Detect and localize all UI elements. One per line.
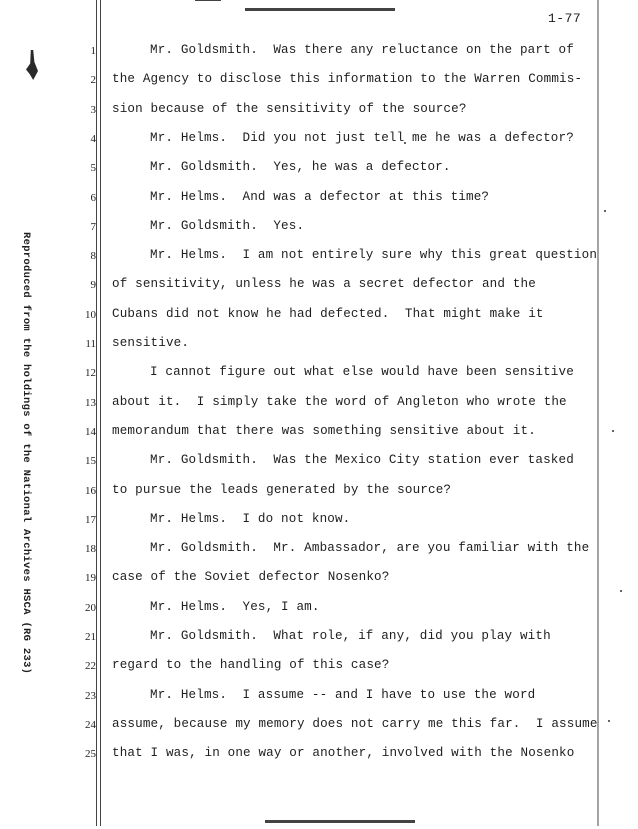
line-number: 19 bbox=[85, 572, 96, 584]
transcript-line: Cubans did not know he had defected. That might make it bbox=[112, 307, 544, 321]
footer-classification-stamp bbox=[265, 820, 415, 829]
transcript-line: regard to the handling of this case? bbox=[112, 658, 390, 672]
speck bbox=[612, 430, 614, 432]
line-number: 8 bbox=[90, 250, 96, 262]
transcript-line: assume, because my memory does not carry me this far. I assume bbox=[112, 717, 598, 731]
transcript-line: the Agency to disclose this information to the Warren Commis- bbox=[112, 72, 583, 86]
speck bbox=[620, 590, 622, 592]
line-number: 4 bbox=[90, 133, 96, 145]
line-number: 10 bbox=[85, 309, 96, 321]
archive-stamp: Reproduced from the holdings of the National Archives HSCA (RG 233) bbox=[20, 232, 32, 675]
line-number: 3 bbox=[90, 104, 96, 116]
line-number: 20 bbox=[85, 602, 96, 614]
transcript-line: about it. I simply take the word of Angleton who wrote the bbox=[112, 395, 567, 409]
line-number: 14 bbox=[85, 426, 96, 438]
transcript-line: case of the Soviet defector Nosenko? bbox=[112, 570, 390, 584]
transcript-line: Mr. Goldsmith. Yes. bbox=[150, 219, 305, 233]
line-number: 23 bbox=[85, 690, 96, 702]
transcript-line: Mr. Helms. I assume -- and I have to use the word bbox=[150, 688, 536, 702]
line-number: 1 bbox=[90, 45, 96, 57]
right-margin-rule bbox=[597, 0, 599, 826]
transcript-line: Mr. Helms. I am not entirely sure why this great question bbox=[150, 248, 598, 262]
line-number: 7 bbox=[90, 221, 96, 233]
transcript-line: Mr. Goldsmith. Was there any reluctance on the part of bbox=[150, 43, 574, 57]
transcript-line: I cannot figure out what else would have been sensitive bbox=[150, 365, 574, 379]
line-number: 21 bbox=[85, 631, 96, 643]
header-classification-stamp bbox=[245, 0, 395, 11]
transcript-line: of sensitivity, unless he was a secret defector and the bbox=[112, 277, 536, 291]
transcript-line: memorandum that there was something sensitive about it. bbox=[112, 424, 536, 438]
transcript-line: Mr. Goldsmith. What role, if any, did you play with bbox=[150, 629, 551, 643]
transcript-line: sensitive. bbox=[112, 336, 190, 350]
line-number: 5 bbox=[90, 162, 96, 174]
transcript-line: to pursue the leads generated by the source? bbox=[112, 483, 452, 497]
line-number: 2 bbox=[90, 74, 96, 86]
line-number: 24 bbox=[85, 719, 96, 731]
transcript-line: Mr. Helms. And was a defector at this time? bbox=[150, 190, 490, 204]
transcript-line: sion because of the sensitivity of the source? bbox=[112, 102, 467, 116]
line-number: 18 bbox=[85, 543, 96, 555]
line-number: 17 bbox=[85, 514, 96, 526]
margin-smudge bbox=[26, 50, 38, 80]
page-number: 1-77 bbox=[548, 11, 582, 26]
left-margin-rule-inner bbox=[100, 0, 101, 826]
line-number: 22 bbox=[85, 660, 96, 672]
transcript-line: Mr. Helms. Did you not just tell me he was a defector? bbox=[150, 131, 574, 145]
line-number: 12 bbox=[85, 367, 96, 379]
transcript-line: Mr. Goldsmith. Was the Mexico City station ever tasked bbox=[150, 453, 574, 467]
line-number: 16 bbox=[85, 485, 96, 497]
speck bbox=[604, 210, 606, 212]
speck bbox=[608, 720, 610, 722]
line-number: 9 bbox=[90, 279, 96, 291]
transcript-line: Mr. Helms. Yes, I am. bbox=[150, 600, 320, 614]
transcript-line: Mr. Goldsmith. Yes, he was a defector. bbox=[150, 160, 451, 174]
left-margin-rule bbox=[96, 0, 97, 826]
line-number: 6 bbox=[90, 192, 96, 204]
transcript-line: Mr. Goldsmith. Mr. Ambassador, are you familiar with the bbox=[150, 541, 590, 555]
line-number: 11 bbox=[85, 338, 96, 350]
line-number: 25 bbox=[85, 748, 96, 760]
line-number: 13 bbox=[85, 397, 96, 409]
transcript-line: Mr. Helms. I do not know. bbox=[150, 512, 351, 526]
transcript-line: that I was, in one way or another, involved with the Nosenko bbox=[112, 746, 575, 760]
line-number: 15 bbox=[85, 455, 96, 467]
